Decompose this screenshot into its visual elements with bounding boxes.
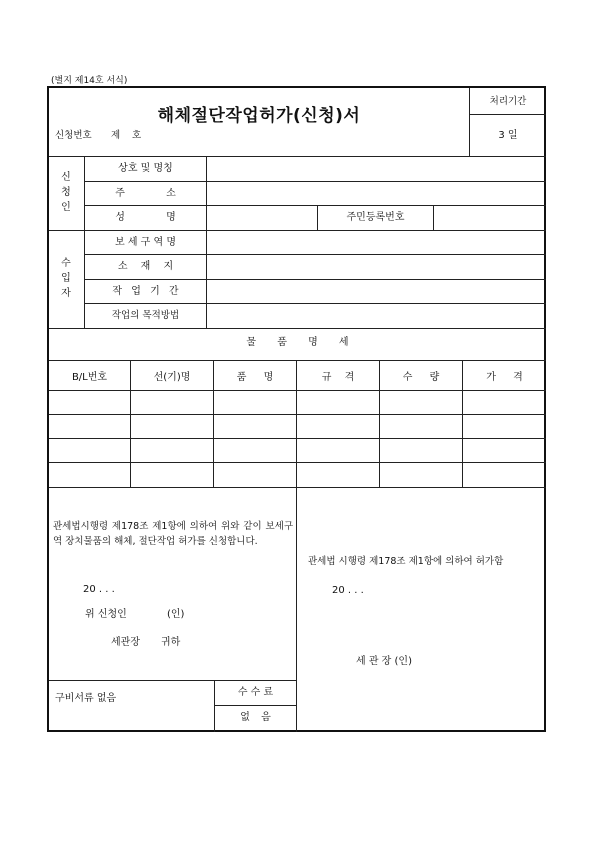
name-label: 성 명 [115, 212, 176, 223]
declaration-addressee: 세관장 [111, 637, 140, 648]
resident-number-label: 주민등록번호 [346, 212, 405, 223]
address-label: 주 소 [115, 188, 176, 199]
application-no-mid: 제 [111, 130, 121, 141]
declaration-text: 관세법시행령 제178조 제1항에 의하여 위와 같이 보세구역 장치물품의 해체, 절단작업 허가를 신청합니다. [53, 521, 293, 547]
form-number: (별지 제14호 서식) [51, 76, 128, 86]
declaration-addressee-suffix: 귀하 [161, 637, 181, 648]
table-row [49, 438, 546, 439]
col-bl-number: B/L번호 [71, 372, 108, 383]
declaration-date: 20 . . . [83, 584, 115, 595]
applicant-divider [49, 230, 546, 231]
goods-title: 물 품 명 세 [246, 337, 349, 348]
approval-date: 20 . . . [332, 585, 364, 596]
fee-label: 수 수 료 [237, 687, 274, 698]
col-price: 가 격 [486, 372, 523, 383]
applicant-group-label: 신 청 인 [61, 172, 71, 213]
importer-group-label: 수 입 자 [61, 258, 71, 299]
application-form [47, 86, 546, 732]
col-item: 품 명 [236, 372, 274, 383]
approval-text: 관세법 시행령 제178조 제1항에 의하여 허가함 [308, 556, 504, 567]
approval-signer: 세 관 장 (인) [356, 656, 412, 667]
processing-label: 처리기간 [489, 96, 527, 107]
declaration-signer: 위 신청인 [85, 609, 127, 620]
table-row [49, 487, 546, 488]
documents-note: 구비서류 없음 [55, 693, 117, 704]
header-divider [49, 156, 546, 157]
declaration-seal: (인) [167, 609, 185, 620]
col-vessel: 선(기)명 [153, 372, 191, 383]
work-period-label: 작 업 기 간 [112, 286, 179, 297]
work-purpose-label: 작업의 목적방법 [111, 310, 180, 321]
processing-value: 3 일 [498, 130, 518, 141]
col-spec: 규 격 [321, 372, 355, 383]
fee-value: 없 음 [240, 712, 271, 723]
application-no-end: 호 [132, 130, 142, 141]
bonded-area-label: 보 세 구 역 명 [114, 237, 176, 248]
table-row [49, 414, 546, 415]
company-name-label: 상호 및 명칭 [118, 163, 173, 174]
col-qty: 수 량 [402, 372, 440, 383]
page-title: 해체절단작업허가(신청)서 [157, 106, 361, 126]
location-label: 소 재 지 [117, 261, 174, 272]
table-row [49, 462, 546, 463]
application-no-label: 신청번호 [55, 130, 92, 141]
